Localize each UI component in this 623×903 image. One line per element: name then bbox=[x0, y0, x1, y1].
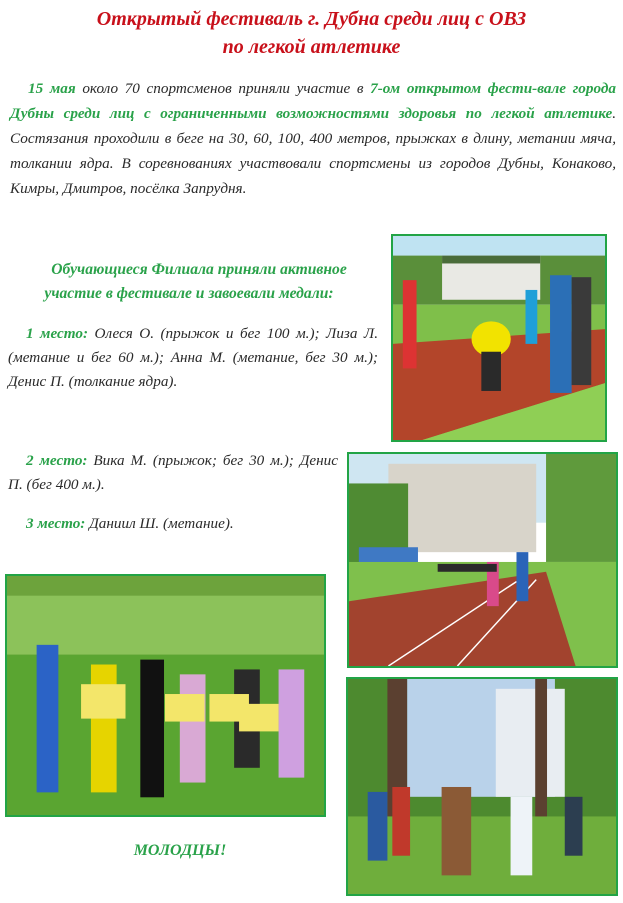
place-first-label: 1 место: bbox=[26, 325, 89, 342]
subheading-line-2: участие в фестивале и завоевали медали: bbox=[44, 285, 334, 302]
intro-paragraph bbox=[10, 76, 616, 201]
place-third-label: 3 место: bbox=[26, 515, 86, 532]
place-third bbox=[8, 512, 338, 536]
photo-group-certificates bbox=[5, 574, 326, 817]
title-line-1: Открытый фестиваль г. Дубна среди лиц с ОВЗ bbox=[96, 8, 527, 30]
closing-text: МОЛОДЦЫ! bbox=[133, 842, 227, 859]
place-second-label: 2 место: bbox=[26, 452, 88, 469]
event-name: 7-ом открытом фести-вале города Дубны среди лиц с ограниченными возможностями здоровья по легкой атлетике bbox=[10, 80, 617, 122]
intro-text-1: около 70 спортсменов приняли участие в bbox=[75, 80, 371, 97]
place-first-text: Олеся О. (прыжок и бег 100 м.); Лиза Л. (метание и бег 60 м.); Анна М. (метание, бег 30 м.); Денис П. (толкание ядра). bbox=[8, 325, 378, 390]
place-second-text: Вика М. (прыжок; бег 30 м.); Денис П. (бег 400 м.). bbox=[8, 452, 339, 493]
event-date: 15 мая bbox=[28, 80, 76, 97]
photo-ball-throw bbox=[346, 677, 618, 896]
intro-text-2: . Состязания проходили в беге на 30, 60, 100, 400 метров, прыжках в длину, метании мяча, толкании ядра. В соревнованиях участвовали спортсмены из городов Дубны, Конаково, Кимры, Дмитров, посёлка Запрудня. bbox=[10, 105, 616, 197]
place-first bbox=[8, 322, 378, 394]
place-third-text: Даниил Ш. (метание). bbox=[85, 515, 234, 532]
subheading-line-1: Обучающиеся Филиала приняли активное bbox=[51, 261, 347, 278]
photo-track-run bbox=[347, 452, 618, 668]
place-second bbox=[8, 449, 338, 497]
title-line-2: по легкой атлетике bbox=[222, 36, 401, 58]
photo-long-jump bbox=[391, 234, 607, 442]
